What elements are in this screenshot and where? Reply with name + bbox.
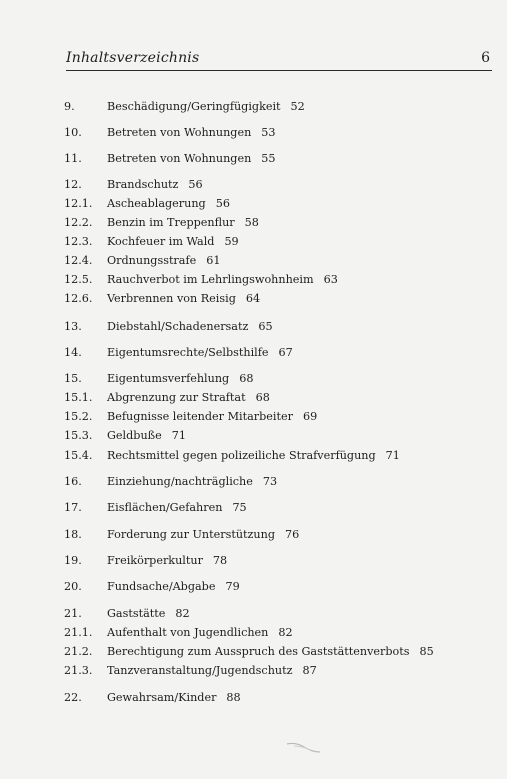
toc-entry-number: 12.5. (64, 273, 93, 286)
toc-entry-title: Betreten von Wohnungen (107, 126, 252, 139)
toc-entry-page: 79 (225, 580, 240, 593)
toc-entry-title: Ordnungsstrafe (107, 254, 197, 267)
toc-entry-number: 12.2. (64, 216, 93, 229)
toc-entry-page: 75 (232, 501, 247, 514)
toc-entry-page: 52 (290, 100, 305, 113)
toc-entry-title: Verbrennen von Reisig (107, 292, 236, 305)
toc-entry-page: 56 (188, 178, 203, 191)
toc-entry-number: 16. (64, 475, 82, 488)
toc-entry-number: 20. (64, 580, 82, 593)
toc-entry-number: 11. (64, 152, 82, 165)
toc-entry-number: 21. (64, 607, 82, 620)
toc-entry-number: 12.4. (64, 254, 93, 267)
toc-entry-page: 87 (302, 664, 317, 677)
toc-entry-number: 12.3. (64, 235, 93, 248)
toc-entry-number: 12. (64, 178, 82, 191)
toc-entry-page: 85 (419, 645, 434, 658)
toc-entry-title: Geldbuße (107, 429, 162, 442)
toc-entry-label (107, 319, 273, 335)
toc-entry-page: 68 (239, 372, 254, 385)
toc-entry-title: Gaststätte (107, 607, 166, 620)
toc-entry-label (107, 215, 259, 231)
toc-entry-page: 63 (323, 273, 338, 286)
toc-entry-label (107, 428, 186, 444)
toc-entry-number: 15.3. (64, 429, 93, 442)
toc-entry-label (107, 196, 230, 212)
toc-entry-number: 10. (64, 126, 82, 139)
toc-entry-title: Eigentumsverfehlung (107, 372, 230, 385)
toc-entry-label (107, 448, 400, 464)
toc-entry-page: 71 (171, 429, 187, 442)
toc-entry-label (107, 663, 317, 679)
toc-entry-page: 64 (245, 292, 261, 305)
toc-entry-page: 82 (278, 626, 293, 639)
toc-entry-page: 71 (385, 449, 400, 462)
toc-entry-title: Aufenthalt von Jugendlichen (107, 626, 269, 639)
toc-entry-label (107, 390, 270, 406)
toc-entry-title: Ascheablagerung (107, 197, 206, 210)
toc-entry-title: Freikörperkultur (107, 554, 203, 567)
toc-entry-page: 65 (258, 320, 273, 333)
toc-entry-number: 21.3. (64, 664, 93, 677)
toc-entry-page: 55 (261, 152, 276, 165)
toc-entry-page: 73 (262, 475, 278, 488)
toc-entry-page: 78 (212, 554, 228, 567)
toc-entry-label (107, 606, 190, 622)
toc-entry-title: Eigentumsrechte/Selbsthilfe (107, 346, 269, 359)
toc-entry-title: Fundsache/Abgabe (107, 580, 216, 593)
toc-entry-label (107, 177, 203, 193)
toc-entry-page: 67 (278, 346, 293, 359)
toc-entry-number: 17. (64, 501, 82, 514)
toc-entry-title: Rechtsmittel gegen polizeiliche Strafverfügung (107, 449, 376, 462)
toc-entry-title: Beschädigung/Geringfügigkeit (107, 100, 281, 113)
toc-entry-number: 22. (64, 691, 82, 704)
toc-entry-number: 15.1. (64, 391, 93, 404)
toc-entry-label (107, 272, 338, 288)
toc-entry-number: 12.1. (64, 197, 93, 210)
toc-entry-number: 15.2. (64, 410, 93, 423)
toc-entry-label (107, 409, 317, 425)
toc-entry-title: Rauchverbot im Lehrlingswohnheim (107, 273, 314, 286)
toc-entry-number: 14. (64, 346, 82, 359)
toc-entry-label (107, 474, 277, 490)
toc-entry-page: 58 (244, 216, 259, 229)
toc-entry-number: 21.1. (64, 626, 93, 639)
toc-entry-title: Brandschutz (107, 178, 179, 191)
toc-entry-number: 13. (64, 320, 82, 333)
toc-entry-title: Forderung zur Unterstützung (107, 528, 275, 541)
toc-entry-number: 12.6. (64, 292, 93, 305)
page-title: Inhaltsverzeichnis (66, 50, 200, 66)
toc-entry-number: 18. (64, 528, 82, 541)
toc-entry-label (107, 500, 247, 516)
toc-entry-label (107, 579, 240, 595)
toc-entry-label (107, 527, 299, 543)
toc-entry-label (107, 553, 227, 569)
toc-entry-page: 88 (226, 691, 241, 704)
toc-entry-title: Gewahrsam/Kinder (107, 691, 217, 704)
toc-entry-title: Kochfeuer im Wald (107, 235, 215, 248)
toc-entry-label (107, 345, 293, 361)
toc-entry-page: 56 (215, 197, 230, 210)
page-number: 6 (481, 50, 490, 66)
toc-entry-label (107, 234, 239, 250)
toc-entry-label (107, 151, 276, 167)
toc-entry-number: 21.2. (64, 645, 93, 658)
toc-entry-label (107, 291, 260, 307)
toc-entry-page: 76 (285, 528, 300, 541)
toc-entry-page: 68 (255, 391, 270, 404)
toc-entry-title: Betreten von Wohnungen (107, 152, 252, 165)
toc-entry-title: Berechtigung zum Ausspruch des Gaststättenverbots (107, 645, 410, 658)
toc-entry-label (107, 253, 220, 269)
toc-entry-label (107, 644, 434, 660)
toc-entry-label (107, 125, 276, 141)
toc-entry-label (107, 99, 305, 115)
toc-entry-page: 82 (175, 607, 190, 620)
toc-entry-page: 61 (206, 254, 221, 267)
toc-entry-number: 9. (64, 100, 75, 113)
toc-entry-label (107, 690, 241, 706)
toc-entry-title: Tanzveranstaltung/Jugendschutz (107, 664, 293, 677)
toc-entry-label (107, 371, 253, 387)
toc-entry-title: Benzin im Treppenflur (107, 216, 235, 229)
toc-entry-title: Einziehung/nachträgliche (107, 475, 253, 488)
toc-entry-title: Diebstahl/Schadenersatz (107, 320, 249, 333)
toc-entry-label (107, 625, 293, 641)
toc-entry-page: 59 (224, 235, 239, 248)
scan-smudge (286, 740, 322, 754)
toc-entry-title: Abgrenzung zur Straftat (107, 391, 246, 404)
toc-entry-title: Befugnisse leitender Mitarbeiter (107, 410, 293, 423)
toc-entry-page: 53 (261, 126, 276, 139)
toc-entry-page: 69 (302, 410, 318, 423)
toc-entry-number: 15. (64, 372, 82, 385)
toc-entry-number: 15.4. (64, 449, 93, 462)
toc-entry-title: Eisflächen/Gefahren (107, 501, 223, 514)
toc-entry-number: 19. (64, 554, 82, 567)
